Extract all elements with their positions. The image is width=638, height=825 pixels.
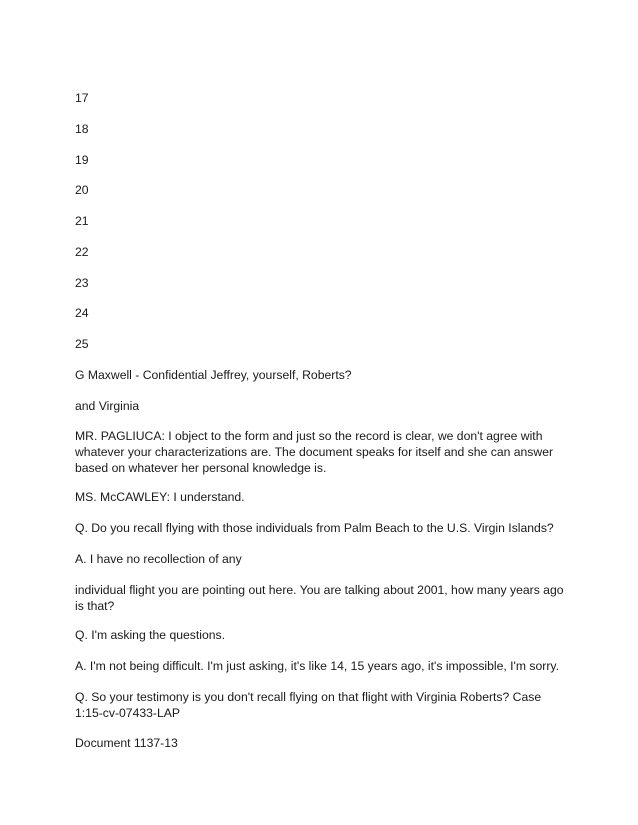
- transcript-paragraph: Q. Do you recall flying with those individuals from Palm Beach to the U.S. Virgin Islands?: [75, 521, 554, 535]
- line-number: 19: [75, 153, 89, 167]
- document-reference: Document 1137-13: [75, 736, 178, 750]
- line-number: 22: [75, 245, 89, 259]
- line-number: 24: [75, 306, 89, 320]
- transcript-paragraph: MR. PAGLIUCA: I object to the form and just so the record is clear, we don't agree with whatever your characterizations are. The document speaks for itself and she can answer based on whatever her personal knowledge is.: [75, 429, 554, 475]
- transcript-paragraph: Q. I'm asking the questions.: [75, 628, 226, 642]
- transcript-paragraph: A. I'm not being difficult. I'm just asking, it's like 14, 15 years ago, it's impossible, I'm sorry.: [75, 659, 559, 673]
- transcript-paragraph: MS. McCAWLEY: I understand.: [75, 490, 245, 504]
- line-number: 18: [75, 122, 89, 136]
- transcript-paragraph: and Virginia: [75, 399, 140, 413]
- transcript-paragraph: individual flight you are pointing out here. You are talking about 2001, how many years ago is that?: [75, 583, 564, 613]
- line-number: 23: [75, 276, 89, 290]
- transcript-paragraph: A. I have no recollection of any: [75, 552, 242, 566]
- transcript-header: G Maxwell - Confidential Jeffrey, yourself, Roberts?: [75, 368, 352, 382]
- transcript-paragraph: Q. So your testimony is you don't recall flying on that flight with Virginia Roberts? Case 1:15-cv-07433-LAP: [75, 690, 542, 720]
- line-number: 21: [75, 214, 89, 228]
- line-number: 20: [75, 183, 89, 197]
- line-number: 17: [75, 91, 89, 105]
- line-number: 25: [75, 337, 89, 351]
